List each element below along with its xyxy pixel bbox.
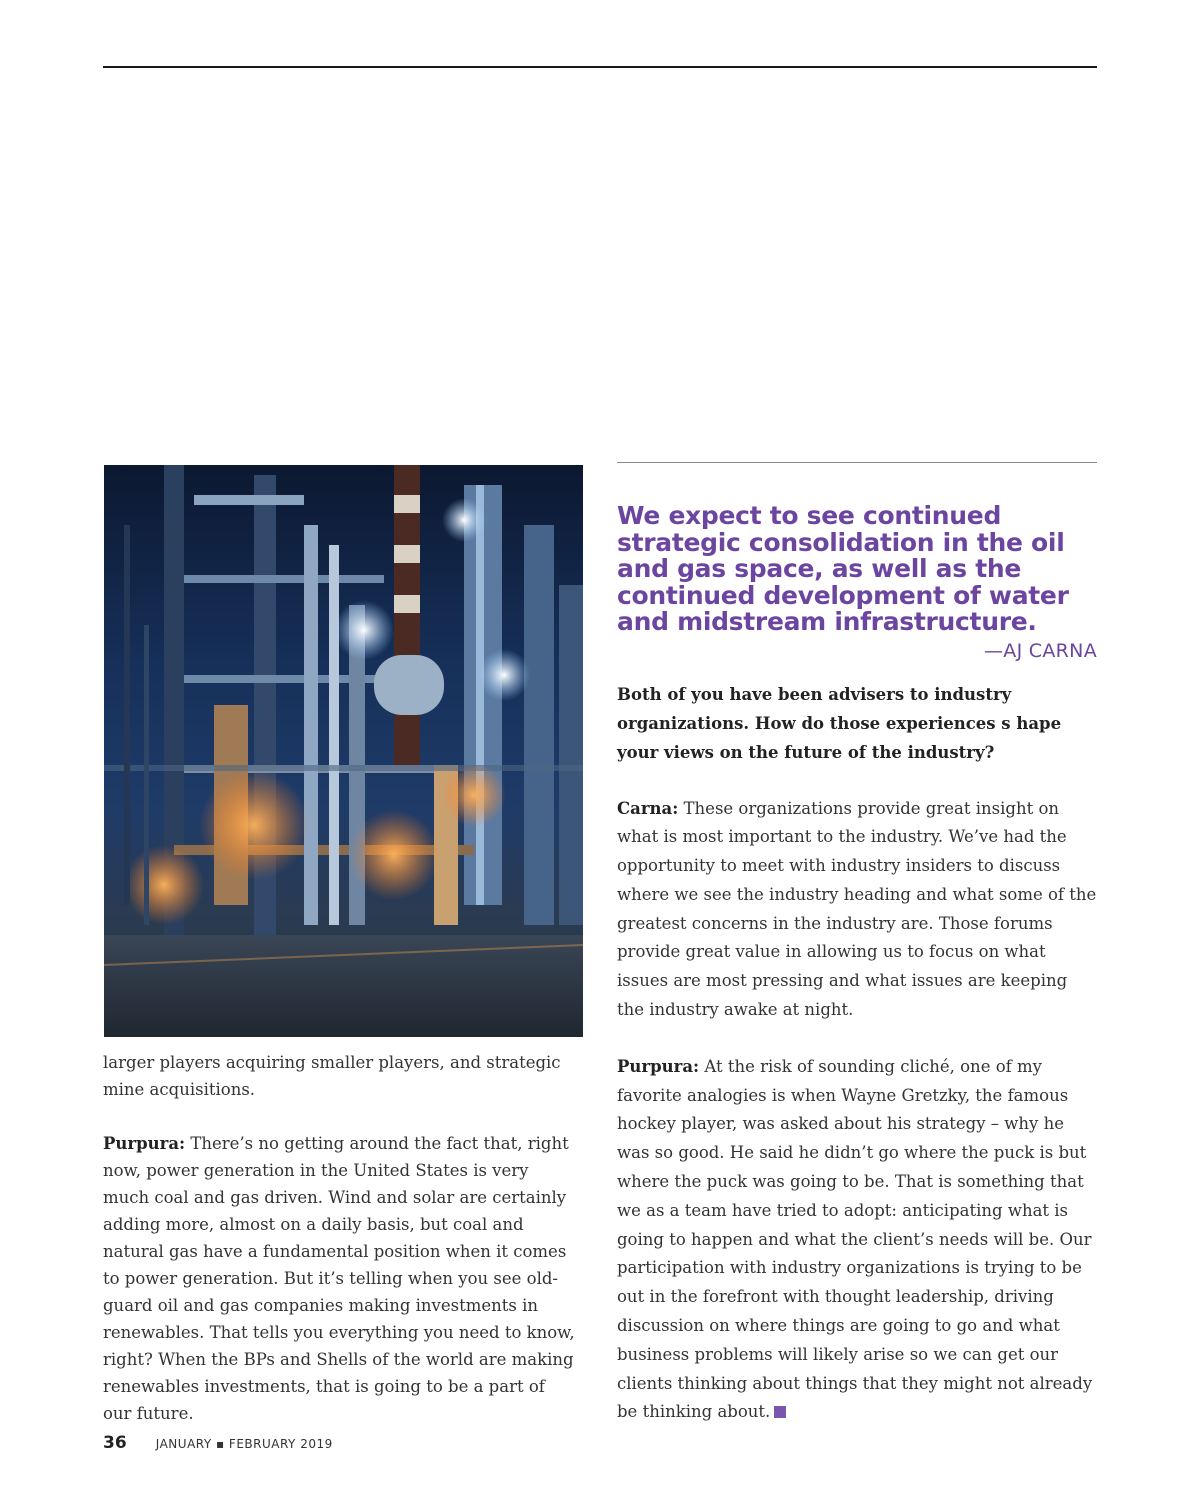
carna-answer [617,795,1097,1025]
answer-text: At the risk of sounding cliché, one of my favorite analogies is when Wayne Gretzky, the famous hockey player, was asked about his strategy – why he was so good. He said he didn’t go where the puck is but where the puck was going to be. That is something that we as a team have tried to adopt: anticipating what is going to happen and what the client’s needs will be. Our participation with industry organizations is trying to be out in the forefront with thought leadership, driving discussion on where things are going to go and what business problems will likely arise so we can get our clients thinking about things that they might not already be thinking about. [617,1056,1093,1422]
purpura-answer-left [103,1130,578,1427]
purpura-answer-right [617,1053,1097,1427]
issue-date: JANUARY ▪ FEBRUARY 2019 [155,1437,333,1451]
pull-quote-rule [617,462,1097,463]
continuation-paragraph: larger players acquiring smaller players, and strategic mine acquisitions. [103,1053,561,1099]
pull-quote: We expect to see continued strategic consolidation in the oil and gas space, as well as the continued development of water and midstream infrastructure. [617,501,1069,636]
speaker-label: Purpura: [103,1134,186,1153]
end-of-article-icon [774,1406,786,1418]
right-column [617,462,1097,1455]
page-number: 36 [103,1433,127,1453]
answer-text: These organizations provide great insight on what is most important to the industry. We’ve had the opportunity to meet with industry insiders to discuss where we see the industry heading and what some of the greatest concerns in the industry are. Those forums provide great value in allowing us to focus on what issues are most pressing and what issues are keeping the industry awake at night. [617,798,1097,1020]
top-rule [103,66,1097,68]
interview-question: Both of you have been advisers to industry organizations. How do those experiences s hape your views on the future of the industry? [617,684,1062,762]
refinery-photo [104,465,583,1037]
pull-quote-attribution: —AJ CARNA [983,639,1097,662]
left-column [103,1049,578,1454]
speaker-label: Carna: [617,798,679,818]
speaker-label: Purpura: [617,1056,700,1076]
answer-text: There’s no getting around the fact that, right now, power generation in the United States is very much coal and gas driven. Wind and solar are certainly adding more, almost on a daily basis, but coal and natural gas have a fundamental position when it comes to power generation. But it’s telling when you see old-guard oil and gas companies making investments in renewables. That tells you everything you need to know, right? When the BPs and Shells of the world are making renewables investments, that is going to be a part of our future. [103,1134,575,1423]
page-footer [103,1433,333,1453]
